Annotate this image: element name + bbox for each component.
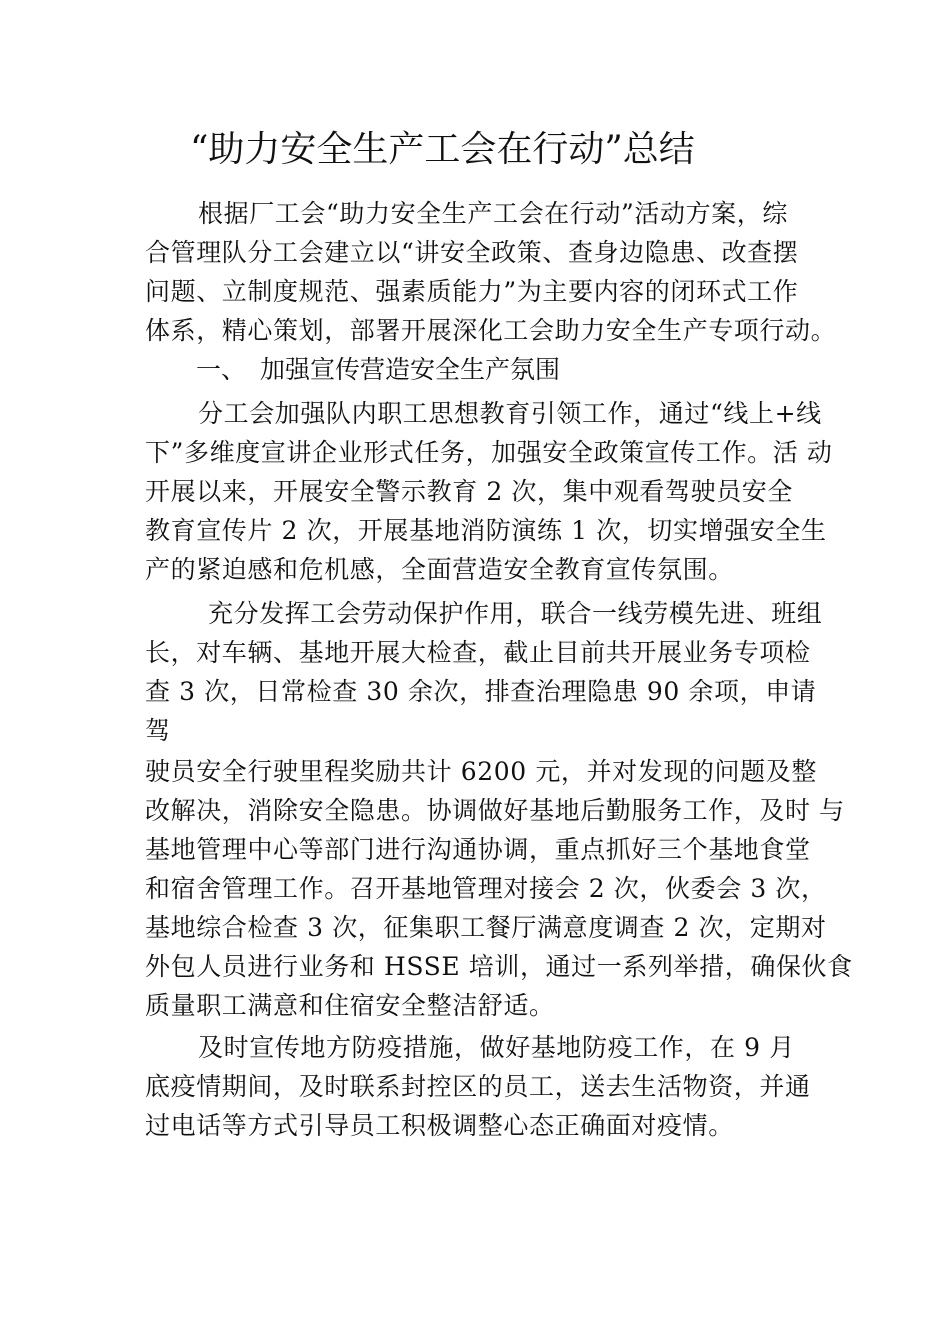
text-line: 长，对车辆、基地开展大检查，截止目前共开展业务专项检 (145, 638, 811, 667)
text-line: 教育宣传片 2 次，开展基地消防演练 1 次，切实增强安全生 (145, 516, 827, 545)
text-line: 基地管理中心等部门进行沟通协调，重点抓好三个基地食堂 (145, 835, 811, 864)
text-line: 驶员安全行驶里程奖励共计 6200 元，并对发现的问题及整 (145, 757, 817, 786)
text-line: 开展以来，开展安全警示教育 2 次，集中观看驾驶员安全 (145, 477, 794, 506)
text-line: 下”多维度宣讲企业形式任务，加强安全政策宣传工作。活 动 (145, 438, 833, 467)
section-heading (196, 352, 560, 388)
text-line: 及时宣传地方防疫措施，做好基地防疫工作，在 9 月 (198, 1033, 795, 1062)
section-heading-text: 加强宣传营造安全生产氛围 (260, 355, 561, 384)
text-line: 质量职工满意和住宿安全整洁舒适。 (145, 991, 555, 1020)
text-line: 合管理队分工会建立以“讲安全政策、查身边隐患、改查摆 (145, 238, 799, 267)
text-line: 分工会加强队内职工思想教育引领工作，通过“线上+线 (198, 399, 822, 428)
text-line: 根据厂工会“助力安全生产工会在行动”活动方案，综 (198, 199, 788, 228)
text-line: 过电话等方式引导员工积极调整心态正确面对疫情。 (145, 1111, 734, 1140)
text-line: 体系，精心策划，部署开展深化工会助力安全生产专项行动。 (145, 316, 837, 345)
text-line: 产的紧迫感和危机感，全面营造安全教育宣传氛围。 (145, 555, 734, 584)
text-line: 和宿舍管理工作。召开基地管理对接会 2 次，伙委会 3 次， (145, 874, 827, 903)
text-line: 底疫情期间，及时联系封控区的员工，送去生活物资，并通 (145, 1072, 811, 1101)
document-title: “助力安全生产工会在行动”总结 (190, 129, 695, 170)
text-line: 查 3 次，日常检查 30 余次，排查治理隐患 90 余项，申请 (145, 677, 817, 706)
text-line: 驾 (145, 716, 171, 745)
text-line: 改解决，消除安全隐患。协调做好基地后勤服务工作，及时 与 (145, 796, 845, 825)
text-line: 问题、立制度规范、强素质能力”为主要内容的闭环式工作 (145, 277, 799, 306)
text-line: 基地综合检查 3 次，征集职工餐厅满意度调查 2 次，定期对 (145, 913, 827, 942)
text-line: 外包人员进行业务和 HSSE 培训，通过一系列举措，确保伙食 (145, 952, 853, 981)
section-number: 一、 (196, 355, 247, 384)
text-line: 充分发挥工会劳动保护作用，联合一线劳模先进、班组 (208, 599, 823, 628)
